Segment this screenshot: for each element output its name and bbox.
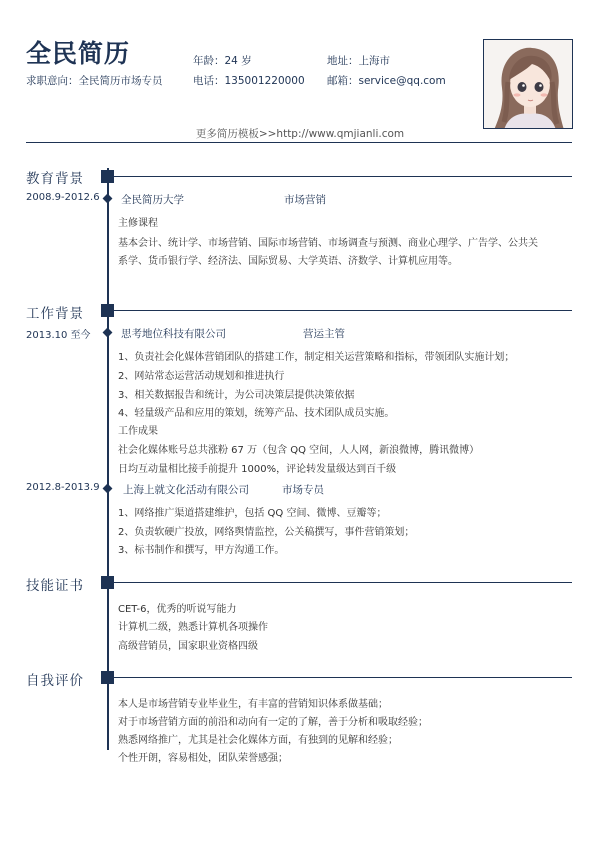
timeline-line bbox=[107, 168, 109, 750]
job-detail-line: 2、负责软硬广投放，网络舆情监控，公关稿撰写，事件营销策划； bbox=[118, 527, 415, 538]
skill-line: 计算机二级，熟悉计算机各项操作 bbox=[118, 622, 268, 633]
more-templates-link[interactable]: 更多简历模板>>http://www.qmjianli.com bbox=[195, 128, 405, 140]
section-rule-work bbox=[114, 310, 572, 311]
job-date: 2012.8-2013.9 bbox=[26, 482, 100, 493]
section-marker-skills bbox=[101, 576, 114, 589]
timeline-diamond bbox=[103, 328, 113, 338]
avatar-illustration-icon bbox=[484, 40, 573, 129]
resume-name: 全民简历 bbox=[26, 39, 131, 68]
job-role: 市场专员 bbox=[282, 484, 324, 496]
job-detail-line: 1、负责社会化媒体营销团队的搭建工作，制定相关运营策略和指标，带领团队实施计划； bbox=[118, 352, 515, 363]
timeline-diamond bbox=[103, 194, 113, 204]
timeline-diamond bbox=[103, 484, 113, 494]
skill-line: 高级营销员，国家职业资格四级 bbox=[118, 641, 258, 652]
major-name: 市场营销 bbox=[284, 194, 326, 206]
company-name: 上海上就文化活动有限公司 bbox=[123, 484, 249, 496]
section-rule-skills bbox=[114, 582, 572, 583]
job-role: 营运主管 bbox=[303, 328, 345, 340]
section-marker-education bbox=[101, 170, 114, 183]
self-eval-line: 对于市场营销方面的前沿和动向有一定的了解，善于分析和吸取经验； bbox=[118, 717, 428, 728]
section-marker-work bbox=[101, 304, 114, 317]
job-detail-line: 4、轻量级产品和应用的策划，统筹产品、技术团队成员实施。 bbox=[118, 408, 395, 419]
job-detail-line: 工作成果 bbox=[118, 426, 158, 437]
section-rule-education bbox=[114, 176, 572, 177]
address-info: 地址：上海市 bbox=[327, 55, 390, 67]
age-info: 年龄：24 岁 bbox=[193, 55, 252, 67]
section-title-work: 工作背景 bbox=[26, 306, 84, 322]
job-date: 2013.10 至今 bbox=[26, 330, 91, 341]
section-title-skills: 技能证书 bbox=[26, 578, 84, 594]
section-title-education: 教育背景 bbox=[26, 171, 84, 187]
self-eval-line: 本人是市场营销专业毕业生，有丰富的营销知识体系做基础； bbox=[118, 699, 388, 710]
section-rule-self-eval bbox=[114, 677, 572, 678]
job-detail-line: 3、相关数据报告和统计，为公司决策层提供决策依据 bbox=[118, 390, 355, 401]
company-name: 思考地位科技有限公司 bbox=[121, 328, 226, 340]
profile-photo bbox=[483, 39, 573, 129]
self-eval-line: 个性开朗，容易相处，团队荣誉感强； bbox=[118, 753, 288, 764]
courses-line: 基本会计、统计学、市场营销、国际市场营销、市场调查与预测、商业心理学、广告学、公共关 bbox=[118, 238, 538, 249]
self-eval-line: 熟悉网络推广，尤其是社会化媒体方面，有独到的见解和经验； bbox=[118, 735, 398, 746]
job-detail-line: 2、网站常态运营活动规划和推进执行 bbox=[118, 371, 285, 382]
skill-line: CET-6，优秀的听说写能力 bbox=[118, 604, 237, 615]
section-title-self-eval: 自我评价 bbox=[26, 673, 84, 689]
job-detail-line: 3、标书制作和撰写，甲方沟通工作。 bbox=[118, 545, 285, 556]
courses-label: 主修课程 bbox=[118, 218, 158, 229]
job-intent: 求职意向：全民简历市场专员 bbox=[26, 75, 163, 87]
courses-line: 系学、货币银行学、经济法、国际贸易、大学英语、济数学、计算机应用等。 bbox=[118, 256, 458, 267]
header-divider bbox=[26, 142, 572, 143]
email-info[interactable]: 邮箱：service@qq.com bbox=[327, 75, 446, 87]
phone-info: 电话：135001220000 bbox=[193, 75, 305, 87]
section-marker-self-eval bbox=[101, 671, 114, 684]
education-date: 2008.9-2012.6 bbox=[26, 192, 100, 203]
job-detail-line: 1、网络推广渠道搭建维护，包括 QQ 空间、微博、豆瓣等； bbox=[118, 508, 387, 519]
job-detail-line: 社会化媒体账号总共涨粉 67 万（包含 QQ 空间，人人网，新浪微博，腾讯微博） bbox=[118, 445, 480, 456]
school-name: 全民简历大学 bbox=[121, 194, 184, 206]
job-detail-line: 日均互动量相比接手前提升 1000%，评论转发量级达到百千级 bbox=[118, 464, 397, 475]
